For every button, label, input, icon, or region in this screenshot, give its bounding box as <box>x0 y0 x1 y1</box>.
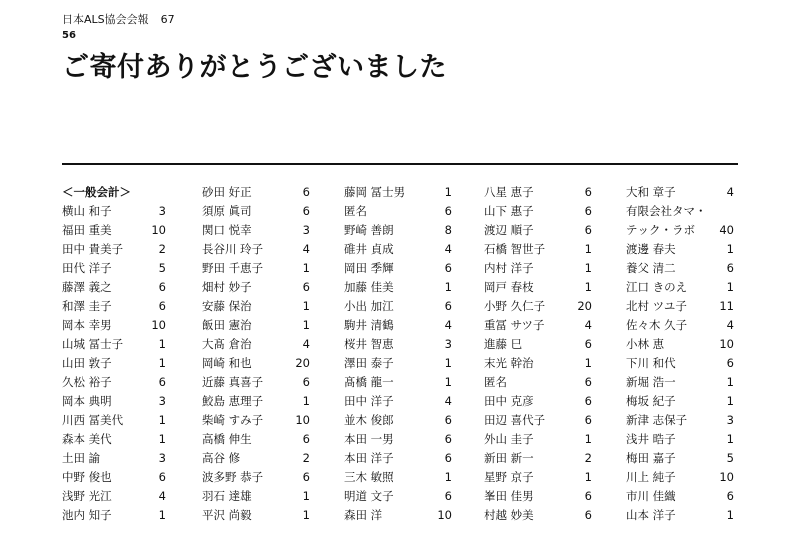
donor-name: 加藤 佳美 <box>344 280 394 294</box>
donation-amount: 1 <box>302 318 310 332</box>
donation-amount: 3 <box>302 223 310 237</box>
donation-amount: 1 <box>158 413 166 427</box>
donation-amount: 4 <box>444 394 452 408</box>
donation-amount: 3 <box>158 204 166 218</box>
donation-amount: 1 <box>302 508 310 522</box>
donor-name: 明道 文子 <box>344 489 394 503</box>
donor-column <box>484 183 592 525</box>
donor-column <box>62 183 166 525</box>
donor-name: 田中 貴美子 <box>62 242 124 256</box>
donor-name: 八星 恵子 <box>484 185 534 199</box>
donation-amount: 40 <box>719 223 734 237</box>
donor-entry <box>484 487 592 506</box>
donor-name: 並木 俊郎 <box>344 413 394 427</box>
issue-number: 67 <box>160 13 175 26</box>
donor-entry <box>484 278 592 297</box>
donor-entry <box>484 221 592 240</box>
donor-entry <box>344 468 452 487</box>
donor-entry <box>62 240 166 259</box>
donor-name: 碓井 貞成 <box>344 242 394 256</box>
donor-entry <box>626 202 734 221</box>
donation-amount: 6 <box>444 299 452 313</box>
donation-amount: 6 <box>584 394 592 408</box>
donor-name: 新田 新一 <box>484 451 534 465</box>
donor-name: 高橋 伸生 <box>202 432 252 446</box>
donor-name: 砂田 好正 <box>202 185 252 199</box>
donor-entry <box>202 468 310 487</box>
donor-name: 羽石 達雄 <box>202 489 252 503</box>
donor-name: 田代 洋子 <box>62 261 112 275</box>
donor-name: 新堀 浩一 <box>626 375 676 389</box>
donor-entry <box>202 278 310 297</box>
donor-entry <box>62 449 166 468</box>
donation-amount: 10 <box>295 413 310 427</box>
donor-entry <box>344 487 452 506</box>
donor-entry <box>484 506 592 525</box>
donor-name: 三木 敏照 <box>344 470 394 484</box>
donor-entry <box>202 449 310 468</box>
donation-amount: 1 <box>158 337 166 351</box>
donor-entry <box>344 373 452 392</box>
donor-name: 川西 冨美代 <box>62 413 124 427</box>
donation-amount: 6 <box>444 432 452 446</box>
donor-entry <box>344 506 452 525</box>
donor-entry <box>344 240 452 259</box>
donation-amount: 3 <box>726 413 734 427</box>
donor-name: 内村 洋子 <box>484 261 534 275</box>
donation-amount: 6 <box>302 204 310 218</box>
donor-entry <box>626 449 734 468</box>
donor-name: 岡田 季輝 <box>344 261 394 275</box>
donation-amount: 6 <box>444 261 452 275</box>
donation-amount: 4 <box>584 318 592 332</box>
donor-name: 森田 洋 <box>344 508 383 522</box>
donation-amount: 4 <box>444 242 452 256</box>
donor-name: 横山 和子 <box>62 204 112 218</box>
donation-amount: 1 <box>158 432 166 446</box>
donor-entry <box>344 221 452 240</box>
donor-entry <box>484 373 592 392</box>
donation-amount: 1 <box>584 261 592 275</box>
donor-name: 須原 眞司 <box>202 204 252 218</box>
donation-amount: 4 <box>726 318 734 332</box>
donation-amount: 10 <box>151 318 166 332</box>
donor-name: 有限会社タマ・ <box>626 204 707 218</box>
donor-name: 桜井 智恵 <box>344 337 394 351</box>
donor-entry <box>626 183 734 202</box>
donor-name: 岡本 幸男 <box>62 318 112 332</box>
donation-amount: 6 <box>584 508 592 522</box>
donation-amount: 6 <box>584 185 592 199</box>
donor-entry <box>202 487 310 506</box>
donor-name: 野田 千恵子 <box>202 261 264 275</box>
donor-entry <box>344 430 452 449</box>
donor-entry <box>62 392 166 411</box>
donor-entry <box>484 411 592 430</box>
donor-entry <box>62 278 166 297</box>
donor-entry <box>202 297 310 316</box>
donor-name: 藤澤 義之 <box>62 280 112 294</box>
donor-entry <box>344 335 452 354</box>
donation-amount: 8 <box>444 223 452 237</box>
donation-amount: 6 <box>444 413 452 427</box>
donor-name: 石橋 智世子 <box>484 242 546 256</box>
donor-name: 市川 佳織 <box>626 489 676 503</box>
donation-amount: 1 <box>584 432 592 446</box>
donor-entry <box>626 316 734 335</box>
donation-amount: 3 <box>158 394 166 408</box>
donor-name: 小出 加江 <box>344 299 394 313</box>
donor-name: 田辺 喜代子 <box>484 413 546 427</box>
donor-entry <box>626 278 734 297</box>
donor-entry <box>344 449 452 468</box>
donation-amount: 6 <box>444 489 452 503</box>
donor-name: テック・ラボ <box>626 223 695 237</box>
donor-entry <box>62 297 166 316</box>
donor-entry <box>626 221 734 240</box>
donor-name: 進藤 巳 <box>484 337 523 351</box>
donor-name: 長谷川 玲子 <box>202 242 264 256</box>
donation-amount: 1 <box>584 356 592 370</box>
donor-entry <box>62 259 166 278</box>
donation-amount: 11 <box>719 299 734 313</box>
donor-name: 高谷 修 <box>202 451 241 465</box>
donor-name: 土田 諭 <box>62 451 101 465</box>
donor-name: 外山 圭子 <box>484 432 534 446</box>
donor-name: 梅坂 紀子 <box>626 394 676 408</box>
donor-entry <box>62 411 166 430</box>
donor-name: 山城 冨士子 <box>62 337 124 351</box>
donor-entry <box>202 392 310 411</box>
donation-amount: 6 <box>158 470 166 484</box>
donation-amount: 4 <box>726 185 734 199</box>
donation-amount: 6 <box>302 185 310 199</box>
donor-entry <box>344 259 452 278</box>
donor-name: 小林 恵 <box>626 337 665 351</box>
section-heading <box>62 183 166 202</box>
donor-entry <box>626 259 734 278</box>
donor-name: 池内 知子 <box>62 508 112 522</box>
donation-amount: 6 <box>302 280 310 294</box>
donor-name: 佐々木 久子 <box>626 318 688 332</box>
donor-name: 本田 洋子 <box>344 451 394 465</box>
donation-amount: 3 <box>444 337 452 351</box>
donation-amount: 6 <box>584 204 592 218</box>
donation-amount: 4 <box>302 337 310 351</box>
donor-entry <box>484 354 592 373</box>
donor-entry <box>484 259 592 278</box>
donor-entry <box>62 202 166 221</box>
donor-entry <box>344 411 452 430</box>
donor-name: 久松 裕子 <box>62 375 112 389</box>
donation-amount: 1 <box>302 489 310 503</box>
donor-name: 飯田 憲治 <box>202 318 252 332</box>
donor-entry <box>202 430 310 449</box>
donation-amount: 1 <box>158 356 166 370</box>
donor-entry <box>626 487 734 506</box>
donor-entry <box>202 411 310 430</box>
donor-entry <box>202 335 310 354</box>
donor-name: 渡邊 春夫 <box>626 242 676 256</box>
donor-entry <box>484 240 592 259</box>
donor-name: 大和 章子 <box>626 185 676 199</box>
donor-entry <box>62 221 166 240</box>
donor-name: 野崎 善朗 <box>344 223 394 237</box>
donor-name: 田中 克彦 <box>484 394 534 408</box>
donor-entry <box>626 297 734 316</box>
donation-amount: 20 <box>295 356 310 370</box>
donation-amount: 1 <box>302 394 310 408</box>
donor-name: 重冨 サツ子 <box>484 318 545 332</box>
donation-amount: 6 <box>726 489 734 503</box>
donor-entry <box>202 202 310 221</box>
donor-name: 中野 俊也 <box>62 470 112 484</box>
donation-amount: 6 <box>584 489 592 503</box>
donor-entry <box>484 202 592 221</box>
donation-amount: 5 <box>158 261 166 275</box>
page-title: ご寄付ありがとうございました <box>62 52 447 83</box>
donation-amount: 6 <box>158 375 166 389</box>
donor-entry <box>484 430 592 449</box>
donor-name: 下川 和代 <box>626 356 676 370</box>
donation-amount: 6 <box>584 337 592 351</box>
donation-amount: 6 <box>302 432 310 446</box>
donor-name: 梅田 嘉子 <box>626 451 676 465</box>
donor-name: 養父 清二 <box>626 261 676 275</box>
donor-entry <box>626 392 734 411</box>
donation-amount: 1 <box>444 356 452 370</box>
donation-amount: 10 <box>719 337 734 351</box>
donor-entry <box>62 316 166 335</box>
donor-name: 柴崎 すみ子 <box>202 413 264 427</box>
donor-entry <box>344 202 452 221</box>
donation-amount: 2 <box>302 451 310 465</box>
donation-amount: 1 <box>726 508 734 522</box>
donation-amount: 4 <box>158 489 166 503</box>
donor-entry <box>344 392 452 411</box>
donor-name: 浅井 晧子 <box>626 432 676 446</box>
donor-name: 平沢 尚毅 <box>202 508 252 522</box>
donor-name: 末光 幹治 <box>484 356 534 370</box>
donor-entry <box>626 430 734 449</box>
donor-entry <box>626 335 734 354</box>
donor-entry <box>202 221 310 240</box>
donor-name: 岡崎 和也 <box>202 356 252 370</box>
donation-amount: 1 <box>444 470 452 484</box>
donor-name: 星野 京子 <box>484 470 534 484</box>
donation-amount: 6 <box>444 204 452 218</box>
donor-name: 髙橋 龍一 <box>344 375 394 389</box>
donor-name: 村越 妙美 <box>484 508 534 522</box>
donor-name: 浅野 光江 <box>62 489 112 503</box>
donor-entry <box>484 468 592 487</box>
donor-name: 福田 重美 <box>62 223 112 237</box>
donor-entry <box>626 411 734 430</box>
donation-amount: 6 <box>726 356 734 370</box>
donation-amount: 1 <box>726 432 734 446</box>
donor-column <box>626 183 734 525</box>
donation-amount: 10 <box>719 470 734 484</box>
donation-amount: 1 <box>726 375 734 389</box>
donor-name: 森本 美代 <box>62 432 112 446</box>
donor-entry <box>484 183 592 202</box>
donor-name: 澤田 泰子 <box>344 356 394 370</box>
donation-amount: 1 <box>584 470 592 484</box>
donation-amount: 10 <box>151 223 166 237</box>
donor-name: 岡本 典明 <box>62 394 112 408</box>
donation-amount: 20 <box>577 299 592 313</box>
donor-entry <box>62 354 166 373</box>
donor-entry <box>202 240 310 259</box>
donation-amount: 1 <box>444 185 452 199</box>
donor-entry <box>344 316 452 335</box>
donor-name: 駒井 清鶴 <box>344 318 394 332</box>
publication-name: 日本ALS協会会報 <box>62 13 149 26</box>
donor-entry <box>484 449 592 468</box>
donor-entry <box>62 487 166 506</box>
donor-name: 川上 純子 <box>626 470 676 484</box>
donation-amount: 2 <box>158 242 166 256</box>
donation-amount: 1 <box>584 242 592 256</box>
donation-amount: 1 <box>444 280 452 294</box>
donation-amount: 6 <box>584 413 592 427</box>
donation-amount: 6 <box>302 375 310 389</box>
donor-name: 山下 惠子 <box>484 204 534 218</box>
donation-amount: 1 <box>726 394 734 408</box>
donor-entry <box>62 506 166 525</box>
running-header <box>62 11 175 27</box>
donation-amount: 1 <box>444 375 452 389</box>
donation-amount: 6 <box>584 223 592 237</box>
donation-amount: 6 <box>584 375 592 389</box>
donor-list <box>62 183 738 528</box>
donor-entry <box>202 506 310 525</box>
donor-name: 大髙 倉治 <box>202 337 252 351</box>
donor-name: 安藤 保治 <box>202 299 252 313</box>
donor-entry <box>484 297 592 316</box>
donor-name: ＜一般会計＞ <box>62 185 131 199</box>
donor-entry <box>484 335 592 354</box>
donor-entry <box>202 373 310 392</box>
donor-name: 小野 久仁子 <box>484 299 546 313</box>
donor-name: 岡戸 春枝 <box>484 280 534 294</box>
donation-amount: 4 <box>302 242 310 256</box>
title-divider <box>62 163 738 165</box>
donor-name: 渡辺 順子 <box>484 223 534 237</box>
donor-name: 近藤 真喜子 <box>202 375 264 389</box>
donor-name: 山田 敦子 <box>62 356 112 370</box>
donor-column <box>344 183 452 525</box>
donation-amount: 6 <box>726 261 734 275</box>
donor-name: 鮫島 恵理子 <box>202 394 264 408</box>
donor-entry <box>344 297 452 316</box>
donation-amount: 1 <box>302 261 310 275</box>
donation-amount: 6 <box>158 299 166 313</box>
donation-amount: 6 <box>158 280 166 294</box>
donor-entry <box>202 354 310 373</box>
donor-entry <box>344 183 452 202</box>
donor-name: 波多野 恭子 <box>202 470 264 484</box>
donor-name: 畑村 妙子 <box>202 280 252 294</box>
donation-amount: 10 <box>437 508 452 522</box>
donor-name: 山本 洋子 <box>626 508 676 522</box>
donor-entry <box>62 335 166 354</box>
donor-name: 江口 きのえ <box>626 280 688 294</box>
donation-amount: 1 <box>302 299 310 313</box>
donation-amount: 5 <box>726 451 734 465</box>
donation-amount: 6 <box>302 470 310 484</box>
donation-amount: 1 <box>158 508 166 522</box>
donor-name: 藤岡 冨士男 <box>344 185 406 199</box>
donor-entry <box>202 183 310 202</box>
donor-name: 匿名 <box>484 375 507 389</box>
donor-entry <box>62 373 166 392</box>
donation-amount: 2 <box>584 451 592 465</box>
donor-name: 田中 洋子 <box>344 394 394 408</box>
donor-entry <box>484 392 592 411</box>
donor-entry <box>62 430 166 449</box>
page-number: 56 <box>62 30 76 41</box>
donor-entry <box>484 316 592 335</box>
donor-name: 和澤 圭子 <box>62 299 112 313</box>
donor-entry <box>344 354 452 373</box>
donation-amount: 1 <box>726 280 734 294</box>
donor-entry <box>626 354 734 373</box>
donor-name: 峯田 佳男 <box>484 489 534 503</box>
donation-amount: 1 <box>584 280 592 294</box>
donor-entry <box>626 468 734 487</box>
donor-entry <box>626 240 734 259</box>
donor-column <box>202 183 310 525</box>
donor-entry <box>62 468 166 487</box>
donor-entry <box>202 259 310 278</box>
donor-name: 関口 悦幸 <box>202 223 252 237</box>
donation-amount: 3 <box>158 451 166 465</box>
donation-amount: 4 <box>444 318 452 332</box>
donation-amount: 6 <box>444 451 452 465</box>
donor-entry <box>202 316 310 335</box>
donor-entry <box>626 506 734 525</box>
donor-entry <box>344 278 452 297</box>
donor-name: 本田 一男 <box>344 432 394 446</box>
donor-name: 匿名 <box>344 204 367 218</box>
donor-name: 新津 志保子 <box>626 413 688 427</box>
donor-name: 北村 ツユ子 <box>626 299 687 313</box>
donation-amount: 1 <box>726 242 734 256</box>
donor-entry <box>626 373 734 392</box>
